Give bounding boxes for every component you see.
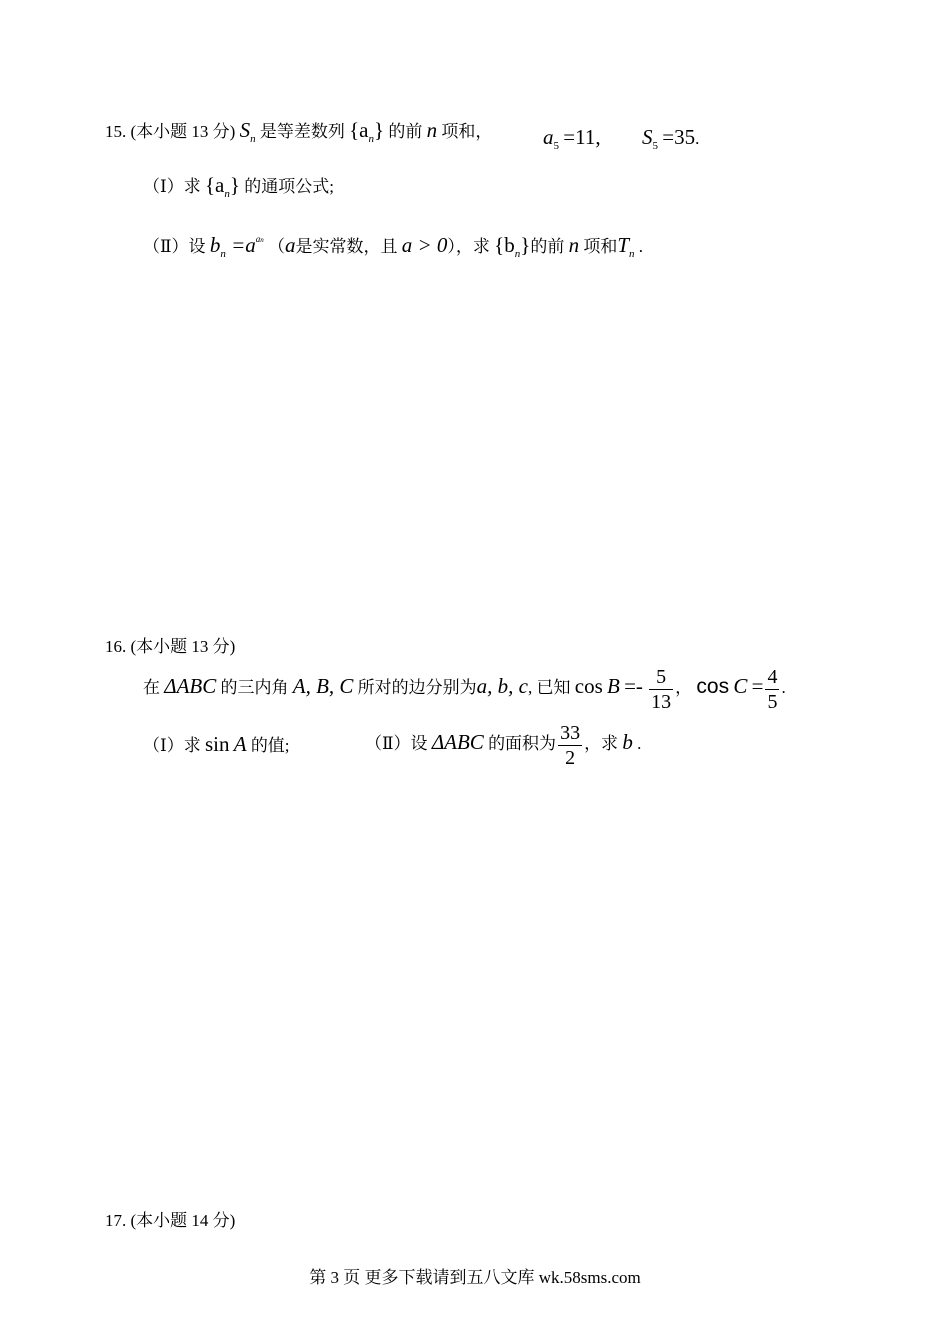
q16-text-2: 的三内角 xyxy=(220,678,289,697)
q15-number: 15. xyxy=(105,122,127,141)
q16-cosC: cos xyxy=(696,675,730,698)
q16-text-4: , 已知 xyxy=(528,678,571,697)
q15-part1-text: 的通项公式; xyxy=(244,177,334,196)
q16-number: 16. xyxy=(105,637,127,656)
q15-part2-text-2: ），求 xyxy=(447,237,490,256)
q15-seq: $\{a_n\}$ xyxy=(349,118,385,145)
q15-a5: $a_5 =11$, xyxy=(543,125,601,152)
q16-fraction-1: $\frac{5}{13}$ xyxy=(651,665,672,713)
q15-part1 xyxy=(143,172,334,198)
q16-header xyxy=(105,632,235,657)
q16-part2-text-2: ，求 xyxy=(584,734,619,753)
q15-part2-text-4: 项和 xyxy=(583,237,618,256)
q17-points: (本小题 14 分) xyxy=(130,1211,236,1230)
q16-comma: ， xyxy=(675,678,693,697)
q16-fraction-2: $\frac{4}{5}$ xyxy=(767,665,778,713)
q15-part2-cond: a > 0 xyxy=(401,233,448,257)
q15-text-2: 的前 xyxy=(388,122,423,141)
q16-part2-label: （Ⅱ）设 xyxy=(365,734,428,753)
q15-S: S xyxy=(239,118,251,142)
q15-header xyxy=(105,117,492,143)
q16-part1-label: （Ⅰ）求 xyxy=(143,736,201,755)
q15-part2-seq: $\{b_n\}$ xyxy=(494,233,531,260)
q16-cosB: cos xyxy=(574,674,603,698)
q16-C: C xyxy=(733,674,748,698)
q16-sides: a, b, c xyxy=(476,674,528,698)
q15-part2-bn: $b_n =a^{an}$ xyxy=(209,233,264,260)
q15-part2-text-1: 是实常数，且 xyxy=(295,237,398,256)
q16-text-1: 在 xyxy=(143,678,160,697)
q15-part1-seq: $\{a_n\}$ xyxy=(204,173,240,200)
q16-stem xyxy=(143,658,786,716)
q15-part2-text-3: 的前 xyxy=(530,237,565,256)
q16-part2-fraction: $\frac{33}{2}$ xyxy=(560,721,581,769)
q15-text-1: 是等差数列 xyxy=(259,122,345,141)
q16-eq2: = xyxy=(751,674,764,698)
q16-part2-triangle: ΔABC xyxy=(431,730,484,754)
q15-part2-label: （Ⅱ）设 xyxy=(143,237,206,256)
q15-points: (本小题 13 分) xyxy=(130,122,236,141)
q15-text-3: 项和， xyxy=(441,122,493,141)
q15-n: n xyxy=(426,118,438,142)
q16-eq1: =- xyxy=(624,674,643,698)
q16-end: . xyxy=(781,678,786,697)
q15-part2-n: n xyxy=(568,233,580,257)
q17-header xyxy=(105,1206,235,1231)
q15-S5: $S_5 =35$. xyxy=(642,125,700,152)
q16-part2-b: b xyxy=(622,730,633,754)
q16-part2-end: . xyxy=(637,734,642,753)
q15-part2-T: T xyxy=(617,233,630,257)
q15-part1-label: （Ⅰ）求 xyxy=(143,177,201,196)
q16-B: B xyxy=(607,674,620,698)
q16-triangle: ΔABC xyxy=(164,674,217,698)
q16-part1-sin: sin xyxy=(204,732,230,756)
page-footer: 第 3 页 更多下载请到五八文库 wk.58sms.com xyxy=(309,1268,641,1287)
q16-part2 xyxy=(365,714,641,772)
q16-part1-A: A xyxy=(233,732,247,756)
q15-part2-a: a xyxy=(284,233,296,257)
q16-angles: A, B, C xyxy=(292,674,354,698)
q15-S-sub: n xyxy=(250,133,256,145)
q15-part2: （Ⅱ）设 $b_n =a^{an}$ （a是实常数，且 a > 0），求 $\{b_n\}$的前 n 项和$T_n$ . xyxy=(143,233,644,260)
q16-text-3: 所对的边分别为 xyxy=(357,678,477,697)
q17-number: 17. xyxy=(105,1211,127,1230)
q16-part2-text-1: 的面积为 xyxy=(488,734,557,753)
q16-part1-text: 的值; xyxy=(250,736,290,755)
q16-part1 xyxy=(143,731,290,757)
q15-part2-paren: （ xyxy=(267,237,285,256)
q15-part2-end: . xyxy=(638,237,644,256)
q16-points: (本小题 13 分) xyxy=(130,637,236,656)
